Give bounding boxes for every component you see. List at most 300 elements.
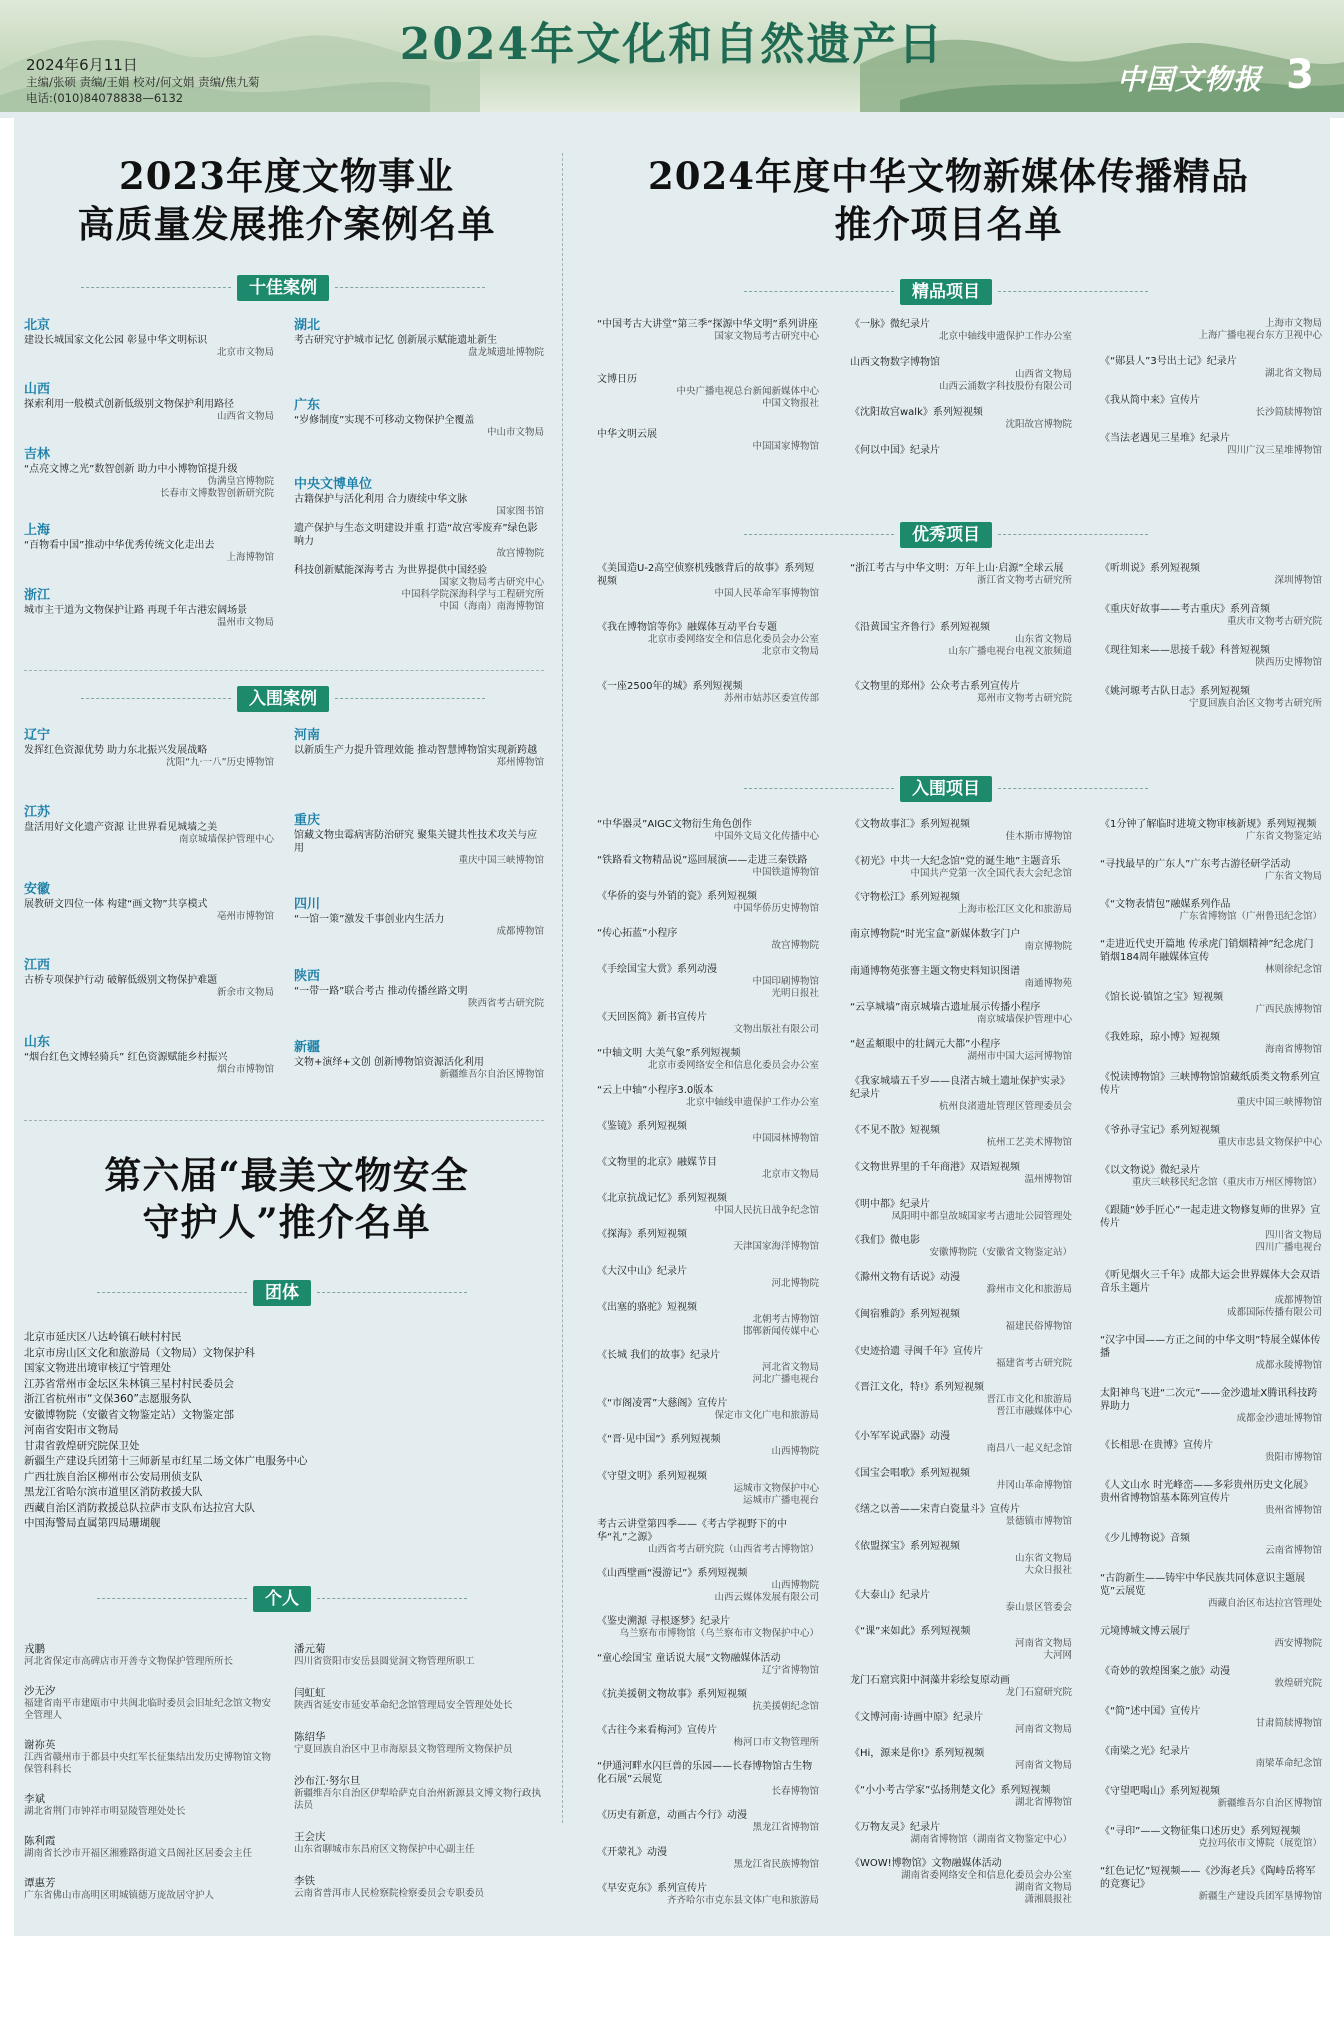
- project-organization: 山东省文物局 山东广播电视台电视文旅频道: [948, 634, 1072, 658]
- project-organization: 广东省文物鉴定站: [1245, 831, 1322, 842]
- section-title-line2: 守护人”推介名单: [142, 1200, 431, 1244]
- project-title: 《何以中国》纪录片: [850, 445, 940, 456]
- section-title-line1: 2023年度文物事业: [119, 154, 454, 198]
- project-title: 《山西壁画“漫游记”》系列短视频: [597, 1568, 748, 1580]
- group-entry: 黑龙江省哈尔滨市道里区消防救援大队: [24, 1486, 203, 1498]
- project-item: [850, 1747, 1072, 1772]
- project-item: [850, 1674, 1072, 1699]
- individual-entry: [24, 1738, 274, 1776]
- project-organization: 天津国家海洋博物馆: [733, 1241, 819, 1253]
- group-entry: 浙江省杭州市“文保360”志愿服务队: [24, 1393, 192, 1405]
- individual-name: 谭惠芳: [24, 1877, 56, 1889]
- case-title: 古籍保护与活化利用 合力赓续中华文脉: [294, 494, 468, 506]
- individual-entry: [294, 1774, 544, 1812]
- project-item: [597, 1011, 819, 1036]
- project-title: 《滁州文物有话说》动漫: [850, 1272, 960, 1284]
- project-item: [597, 1567, 819, 1604]
- project-title: 《“市阁凌霄”大慈阁》宣传片: [597, 1398, 728, 1410]
- project-title: 《历史有新意，动画古今行》动漫: [597, 1810, 747, 1822]
- project-title: 《早安克东》系列宣传片: [597, 1882, 707, 1894]
- project-item: [597, 1228, 819, 1253]
- project-item: [597, 1156, 819, 1181]
- individual-affiliation: 云南省普洱市人民检察院检察委员会专职委员: [294, 1888, 485, 1899]
- project-title: “红色记忆”短视频——《沙海老兵》《陶峙岳将军的竞赛记》: [1100, 1866, 1316, 1891]
- case-item: [24, 974, 274, 999]
- project-title: 《“课”来如此》系列短视频: [850, 1626, 971, 1638]
- project-item: [597, 1652, 819, 1677]
- project-organization: 重庆市忠县文物保护中心: [1217, 1136, 1322, 1148]
- project-title: 《沈阳故宫walk》系列短视频: [850, 407, 983, 418]
- project-organization: 山东省文物局 大众日报社: [1014, 1552, 1072, 1576]
- project-organization: 安徽博物院（安徽省文物鉴定站）: [929, 1247, 1072, 1259]
- project-organization: 泰山景区管委会: [1005, 1601, 1072, 1613]
- project-organization: 乌兰察布市博物馆（乌兰察布市文物保护中心）: [619, 1628, 819, 1640]
- project-organization: 文物出版社有限公司: [733, 1024, 819, 1036]
- project-item: [597, 1433, 819, 1458]
- project-title: 《大泰山》纪录片: [850, 1589, 930, 1601]
- project-item: [1100, 938, 1322, 976]
- project-organization: 克拉玛依市文博院（展览馆）: [1198, 1838, 1322, 1850]
- individual-name: 李铁: [294, 1875, 315, 1887]
- project-organization: 中国外文局文化传播中心: [714, 831, 819, 842]
- case-item: [294, 564, 544, 613]
- group-entry: 甘肃省敦煌研究院保卫处: [24, 1439, 140, 1452]
- case-item: [24, 463, 274, 500]
- individual-name: 闫虹虹: [294, 1687, 326, 1699]
- project-organization: 广东省博物馆（广州鲁迅纪念馆）: [1179, 910, 1322, 922]
- individual-affiliation: 福建省南平市建瓯市中共闽北临时委员会旧址纪念馆文物安全管理人: [24, 1698, 272, 1721]
- project-organization: 湖北省文物局: [1264, 368, 1322, 380]
- case-title: 考古研究守护城市记忆 创新展示赋能遗址新生: [294, 335, 498, 346]
- project-item: [597, 818, 819, 843]
- page-header: [0, 0, 1344, 118]
- project-item: [1100, 1071, 1322, 1109]
- badge-groups: 团体: [253, 1280, 311, 1306]
- project-organization: 郑州市文物考古研究院: [976, 692, 1072, 704]
- project-item: [597, 1518, 819, 1556]
- project-item: [850, 318, 1072, 343]
- group-entry: 中国海警局直属第四局珊瑚舰: [24, 1517, 161, 1529]
- project-organization: 上海市松江区文化和旅游局: [957, 904, 1072, 916]
- project-organization: 成都博物馆 成都国际传播有限公司: [1226, 1294, 1322, 1318]
- project-title: “童心绘国宝 童话说大展”文物融媒体活动: [597, 1652, 781, 1664]
- project-item: [1100, 1269, 1322, 1319]
- project-title: 《长相思·在贵博》宣传片: [1100, 1440, 1214, 1452]
- project-title: 《大汉中山》纪录片: [597, 1265, 687, 1277]
- region-label: 安徽: [24, 881, 51, 897]
- project-item: [1100, 898, 1322, 923]
- project-title: 《缮之以善——宋青白瓷量斗》宣传片: [850, 1504, 1020, 1516]
- case-title: “一馆一策”激发千事创业内生活力: [294, 914, 445, 926]
- project-title: 《明中都》纪录片: [850, 1198, 930, 1210]
- project-item: [597, 1084, 819, 1109]
- case-title: 盘活用好文化遗产资源 让世界看见城墙之美: [24, 821, 218, 833]
- project-title: 《文物世界里的千年商港》双语短视频: [850, 1162, 1020, 1174]
- project-organization: 中国国家博物馆: [752, 440, 819, 452]
- project-item: [1100, 1334, 1322, 1372]
- project-organization: 福建民俗博物馆: [1005, 1320, 1072, 1332]
- project-title: 山西文物数字博物馆: [850, 357, 940, 368]
- case-organization: 故宫博物院: [496, 548, 544, 560]
- project-organization: 沈阳故宫博物院: [1005, 419, 1072, 430]
- project-title: 太阳神鸟飞进“二次元”——金沙遗址X腾讯科技跨界助力: [1100, 1387, 1318, 1412]
- header-meta: [26, 56, 259, 106]
- project-item: [1100, 1705, 1322, 1730]
- section-title-line2: 推介项目名单: [834, 202, 1063, 246]
- project-item: [1100, 685, 1322, 710]
- project-organization: 国家文物局考古研究中心: [714, 331, 819, 342]
- project-organization: 南梁革命纪念馆: [1255, 1758, 1322, 1770]
- project-title: 《“晋·见中国”》系列短视频: [597, 1434, 721, 1446]
- project-item: [597, 318, 819, 343]
- project-title: 考古云讲堂第四季——《考古学视野下的中华“礼”之源》: [597, 1518, 787, 1543]
- project-item: [850, 1625, 1072, 1662]
- project-organization: 南昌八一起义纪念馆: [986, 1442, 1072, 1454]
- project-organization: 河北省文物局 河北广播电视台: [752, 1362, 819, 1385]
- project-item: [850, 1821, 1072, 1846]
- project-item: [597, 621, 819, 658]
- individual-name: 潘元菊: [294, 1643, 326, 1655]
- project-item: [850, 1540, 1072, 1577]
- masthead-title: 2024年文化和自然遗产日: [399, 19, 945, 70]
- project-title: 《跟随“妙手匠心”一起走进文物修复师的世界》宣传片: [1100, 1204, 1321, 1229]
- project-title: 《Hi，源来是你!》系列短视频: [850, 1748, 985, 1760]
- project-organization: 苏州市姑苏区委宣传部: [723, 692, 819, 704]
- divider: [24, 670, 544, 671]
- newspaper-logo: 中国文物报: [1116, 63, 1262, 96]
- case-item: [294, 913, 544, 938]
- individual-affiliation: 湖北省荆门市钟祥市明显陵管理处处长: [24, 1806, 186, 1817]
- project-item: [1100, 1865, 1322, 1903]
- project-title: 《我从简中来》宣传片: [1100, 394, 1200, 406]
- project-item: [1100, 991, 1322, 1016]
- project-organization: 西藏自治区布达拉宫管理处: [1207, 1598, 1322, 1610]
- project-item: [1100, 1164, 1322, 1189]
- project-organization: 杭州工艺美术博物馆: [986, 1137, 1072, 1149]
- project-item: [850, 621, 1072, 658]
- project-organization: 保定市文化广电和旅游局: [714, 1410, 819, 1422]
- project-organization: 中央广播电视总台新闻新媒体中心 中国文物报社: [676, 386, 819, 410]
- project-item: [850, 1271, 1072, 1296]
- project-item: [597, 1882, 819, 1907]
- case-item: [294, 1056, 544, 1081]
- project-title: “云上中轴”小程序3.0版本: [597, 1084, 714, 1096]
- project-organization: 辽宁省博物馆: [761, 1664, 819, 1676]
- project-organization: 长春博物馆: [771, 1786, 819, 1798]
- project-item: [850, 1467, 1072, 1492]
- case-organization: 北京市文物局: [216, 347, 274, 358]
- project-item: [1100, 1825, 1322, 1850]
- project-title: 《晋江文化，特!》系列短视频: [850, 1382, 985, 1394]
- project-item: [1100, 318, 1322, 342]
- region-label: 中央文博单位: [294, 477, 373, 493]
- individual-entry: [24, 1876, 274, 1902]
- case-item: [24, 898, 274, 923]
- project-organization: 浙江省文物考古研究所: [976, 575, 1072, 586]
- badge-excellent: 精品项目: [900, 279, 992, 305]
- case-organization: 亳州市博物馆: [216, 910, 274, 922]
- individual-affiliation: 江西省赣州市于都县中央红军长征集结出发历史博物馆文物保管科科长: [24, 1752, 272, 1775]
- individual-entry: [24, 1642, 274, 1668]
- project-organization: 龙门石窟研究院: [1005, 1686, 1072, 1698]
- project-organization: 湖北省博物馆: [1014, 1796, 1072, 1808]
- project-organization: 中国共产党第一次全国代表大会纪念馆: [910, 867, 1072, 879]
- case-title: 探索利用一般模式创新低级别文物保护利用路径: [24, 399, 234, 411]
- project-title: 《抗美援朝文物故事》系列短视频: [597, 1688, 747, 1700]
- project-organization: 故宫博物院: [771, 939, 819, 951]
- badge-finalist: 入围案例: [237, 686, 329, 712]
- region-label: 吉林: [24, 446, 51, 462]
- group-entry: 安徽博物院（安徽省文物鉴定站）文物鉴定部: [24, 1408, 234, 1421]
- individual-affiliation: 四川省资阳市安岳县圆觉洞文物管理所职工: [294, 1656, 475, 1667]
- case-title: “一带一路”联合考古 推动传播丝路文明: [294, 985, 468, 997]
- project-organization: 井冈山革命博物馆: [995, 1479, 1072, 1491]
- project-item: [597, 1809, 819, 1834]
- case-title: 科技创新赋能深海考古 为世界提供中国经验: [294, 565, 488, 577]
- project-organization: 广东省文物局: [1264, 870, 1322, 882]
- project-organization: 新疆维吾尔自治区博物馆: [1217, 1798, 1322, 1810]
- project-title: 《少儿博物说》音频: [1100, 1533, 1190, 1545]
- case-item: [294, 829, 544, 867]
- project-item: [597, 1265, 819, 1290]
- project-title: 《当法老遇见三星堆》纪录片: [1100, 432, 1230, 444]
- project-item: [850, 1503, 1072, 1528]
- project-title: 《一脉》微纪录片: [850, 319, 930, 330]
- project-title: 《守物松江》系列短视频: [850, 892, 960, 904]
- project-item: [850, 1381, 1072, 1418]
- region-label: 江西: [24, 958, 51, 974]
- individual-name: 戎鹏: [24, 1643, 45, 1655]
- editor-credits: 主编/张硕 责编/王娟 校对/何文娟 责编/焦九菊: [26, 75, 260, 89]
- project-organization: 成都金沙遗址博物馆: [1236, 1412, 1322, 1424]
- project-title: “中华器灵”AIGC文物衍生角色创作: [597, 819, 752, 830]
- case-organization: 重庆中国三峡博物馆: [458, 854, 544, 866]
- left-column: [14, 118, 559, 1936]
- region-label: 广东: [294, 397, 321, 413]
- project-organization: 贵州省博物馆: [1264, 1505, 1322, 1517]
- individual-name: 陈利霞: [24, 1835, 56, 1847]
- project-organization: 河南省文物局: [1014, 1760, 1072, 1772]
- project-title: 《开蒙礼》动漫: [597, 1846, 667, 1858]
- project-organization: 中国华侨历史博物馆: [733, 903, 819, 915]
- project-title: 《爷孙寻宝记》系列短视频: [1100, 1124, 1220, 1136]
- project-organization: 宁夏回族自治区文物考古研究所: [1188, 698, 1322, 709]
- project-item: [850, 928, 1072, 953]
- project-item: [850, 680, 1072, 705]
- project-title: 《沿黄国宝齐鲁行》系列短视频: [850, 622, 990, 634]
- project-organization: 重庆中国三峡博物馆: [1236, 1096, 1322, 1108]
- project-item: [1100, 1665, 1322, 1690]
- project-organization: 滁州市文化和旅游局: [986, 1284, 1072, 1296]
- project-organization: 中国人民革命军事博物馆: [714, 588, 819, 599]
- project-title: 《美国造U-2高空侦察机残骸背后的故事》系列短视频: [597, 563, 815, 587]
- project-title: 《天回医简》新书宣传片: [597, 1012, 707, 1024]
- project-item: [1100, 1479, 1322, 1517]
- individual-entry: [24, 1834, 274, 1860]
- project-title: “古韵新生——铸牢中华民族共同体意识主题展览”云展览: [1100, 1573, 1306, 1598]
- region-label: 北京: [24, 318, 51, 333]
- project-title: 《北京抗战记忆》系列短视频: [597, 1193, 727, 1205]
- project-organization: 北京市委网络安全和信息化委员会办公室: [647, 1060, 819, 1072]
- project-item: [597, 854, 819, 879]
- project-organization: 梅河口市文物管理所: [733, 1736, 819, 1748]
- project-title: “传心拓蓝”小程序: [597, 927, 678, 939]
- project-title: 《手绘国宝大赏》系列动漫: [597, 963, 717, 975]
- case-organization: 国家文物局考古研究中心 中国科学院深海科学与工程研究所 中国（海南）南海博物馆: [401, 577, 544, 613]
- group-entry: 河南省安阳市文物局: [24, 1424, 119, 1436]
- project-organization: 西安博物院: [1274, 1638, 1322, 1650]
- project-title: “中轴文明 大美气象”系列短视频: [597, 1048, 741, 1060]
- region-label: 河南: [294, 728, 321, 743]
- project-organization: 河南省文物局: [1014, 1723, 1072, 1735]
- project-item: [597, 1047, 819, 1072]
- project-title: 《万物友灵》纪录片: [850, 1821, 940, 1833]
- region-label: 上海: [24, 523, 51, 539]
- project-item: [597, 1349, 819, 1386]
- issue-date: 2024年6月11日: [26, 56, 138, 74]
- project-organization: 晋江市文化和旅游局 晋江市融媒体中心: [986, 1394, 1072, 1418]
- project-item: [850, 1857, 1072, 1906]
- project-title: 《华侨的姿与外销的瓷》系列短视频: [597, 891, 757, 903]
- project-organization: 湖南省委网络安全和信息化委员会办公室 湖南省文物局 潇湘晨报社: [900, 1870, 1072, 1906]
- project-item: [1100, 818, 1322, 843]
- project-item: [597, 1397, 819, 1422]
- project-organization: 山西省考古研究院（山西省考古博物馆）: [647, 1543, 819, 1555]
- project-item: [850, 855, 1072, 880]
- project-item: [850, 1234, 1072, 1259]
- project-organization: 中国印刷博物馆 光明日报社: [752, 975, 819, 999]
- project-title: 《奇妙的敦煌图案之旅》动漫: [1100, 1666, 1230, 1678]
- project-item: [597, 1688, 819, 1713]
- region-label: 陕西: [294, 968, 321, 984]
- project-title: 文博日历: [597, 374, 637, 386]
- project-title: 《长城 我们的故事》纪录片: [597, 1350, 721, 1361]
- case-title: 以新质生产力提升管理效能 推动智慧博物馆实现新跨越: [294, 745, 538, 756]
- project-organization: 凤阳明中都皇故城国家考古遗址公园管理处: [891, 1210, 1072, 1222]
- project-item: [597, 1470, 819, 1507]
- individual-name: 谢祢英: [24, 1739, 56, 1751]
- project-title: 南京博物院“时光宝盒”新媒体数字门户: [850, 929, 1021, 941]
- region-label: 新疆: [294, 1040, 321, 1056]
- project-item: [597, 890, 819, 915]
- region-label: 辽宁: [24, 728, 51, 743]
- project-item: [850, 1430, 1072, 1455]
- project-item: [597, 373, 819, 410]
- badge-good: 优秀项目: [900, 522, 992, 548]
- project-title: 《依盟探宝》系列短视频: [850, 1540, 960, 1552]
- project-organization: 贵阳市博物馆: [1264, 1452, 1322, 1464]
- case-organization: 国家图书馆: [496, 506, 544, 518]
- page-number: 3: [1286, 52, 1314, 98]
- project-organization: 河北博物院: [771, 1277, 819, 1289]
- project-organization: 深圳博物馆: [1274, 575, 1322, 586]
- case-organization: 郑州博物馆: [496, 757, 544, 768]
- project-organization: 湖南省博物馆（湖南省文物鉴定中心）: [910, 1833, 1072, 1845]
- project-organization: 上海市文物局 上海广播电视台东方卫视中心: [1198, 318, 1322, 341]
- project-organization: 福建省考古研究院: [995, 1357, 1072, 1369]
- project-item: [1100, 562, 1322, 587]
- project-item: [1100, 1785, 1322, 1810]
- individual-entry: [294, 1686, 544, 1712]
- case-title: 城市主干道为文物保护让路 再现千年古港宏阔场景: [24, 604, 248, 616]
- project-title: 《文物里的北京》融媒节目: [597, 1156, 717, 1168]
- region-label: 山东: [24, 1035, 51, 1051]
- group-entry: 广西壮族自治区柳州市公安局刑侦支队: [24, 1470, 203, 1483]
- case-organization: 新疆维吾尔自治区博物馆: [439, 1069, 544, 1081]
- content-area: [14, 118, 1330, 1936]
- individual-affiliation: 河北省保定市高碑店市开善寺文物保护管理所所长: [24, 1656, 234, 1667]
- case-title: 古桥专项保护行动 破解低级别文物保护难题: [24, 975, 218, 987]
- project-organization: 黑龙江省民族博物馆: [733, 1858, 819, 1870]
- section-title-line1: 第六届“最美文物安全: [104, 1153, 469, 1197]
- individual-name: 沙无汐: [24, 1685, 56, 1697]
- project-title: 《南梁之光》纪录片: [1100, 1746, 1190, 1758]
- case-organization: 伪满皇宫博物院 长春市文博数智创新研究院: [159, 475, 274, 499]
- project-item: [1100, 1387, 1322, 1425]
- right-column: [567, 118, 1330, 1936]
- project-organization: 齐齐哈尔市克东县文体广电和旅游局: [666, 1894, 819, 1906]
- project-title: 《WOW!博物馆》文物融媒体活动: [850, 1858, 1002, 1870]
- section-title-line1: 2024年度中华文物新媒体传播精品: [648, 154, 1249, 198]
- project-organization: 山西博物院 山西云媒体发展有限公司: [714, 1580, 819, 1604]
- project-organization: 中国园林博物馆: [752, 1132, 819, 1144]
- group-entry: 国家文物进出境审核辽宁管理处: [24, 1362, 171, 1374]
- project-organization: 山西博物院: [771, 1446, 819, 1458]
- project-item: [597, 1760, 819, 1798]
- case-title: “烟台红色文博轻骑兵” 红色资源赋能乡村振兴: [24, 1052, 228, 1064]
- badge-top10: 十佳案例: [237, 275, 329, 301]
- project-item: [597, 1724, 819, 1749]
- project-item: [597, 1846, 819, 1871]
- case-item: [24, 1051, 274, 1076]
- project-item: [850, 818, 1072, 843]
- project-title: 南通博物苑张謇主题文物史料知识图谱: [850, 965, 1020, 977]
- case-item: [24, 539, 274, 564]
- project-organization: 新疆生产建设兵团军垦博物馆: [1198, 1891, 1322, 1903]
- region-label: 浙江: [24, 587, 51, 603]
- project-item: [1100, 644, 1322, 669]
- project-organization: 景德镇市博物馆: [1005, 1516, 1072, 1528]
- project-item: [1100, 1745, 1322, 1770]
- project-organization: 成都永陵博物馆: [1255, 1359, 1322, 1371]
- project-organization: 敦煌研究院: [1274, 1678, 1322, 1690]
- project-organization: 运城市文物保护中心 运城市广播电视台: [733, 1482, 819, 1506]
- project-item: [850, 1345, 1072, 1370]
- project-item: [1100, 394, 1322, 419]
- project-item: [850, 1038, 1072, 1063]
- project-item: [850, 1001, 1072, 1026]
- project-item: [850, 1308, 1072, 1333]
- project-title: 《馆长说·镇馆之宝》短视频: [1100, 991, 1224, 1003]
- project-title: 《国宝会唱歌》系列短视频: [850, 1467, 970, 1479]
- project-title: 《以文物说》微纪录片: [1100, 1164, 1200, 1176]
- project-organization: 甘肃简牍博物馆: [1255, 1718, 1322, 1730]
- individual-name: 陈绍华: [294, 1731, 326, 1743]
- project-organization: 重庆三峡移民纪念馆（重庆市万州区博物馆）: [1131, 1176, 1322, 1188]
- project-title: “云享城墙”南京城墙古遗址展示传播小程序: [850, 1002, 1041, 1014]
- project-organization: 北京中轴线申遗保护工作办公室: [685, 1096, 819, 1108]
- project-organization: 北京市委网络安全和信息化委员会办公室 北京市文物局: [647, 634, 819, 658]
- individual-affiliation: 湖南省长沙市开福区湘雅路街道文昌阁社区居委会主任: [24, 1848, 253, 1859]
- project-title: 《“小小考古学家”弘扬荆楚文化》系列短视频: [850, 1784, 1051, 1796]
- individual-entry: [294, 1874, 544, 1900]
- group-entry: 北京市延庆区八达岭镇石峡村村民: [24, 1331, 182, 1343]
- region-label: 重庆: [294, 812, 321, 828]
- individual-affiliation: 宁夏回族自治区中卫市海原县文物管理所文物保护员: [294, 1744, 513, 1755]
- project-item: [1100, 1532, 1322, 1557]
- group-entry: 江苏省常州市金坛区朱林镇三星村村民委员会: [24, 1377, 234, 1390]
- project-title: 《守望文明》系列短视频: [597, 1470, 707, 1482]
